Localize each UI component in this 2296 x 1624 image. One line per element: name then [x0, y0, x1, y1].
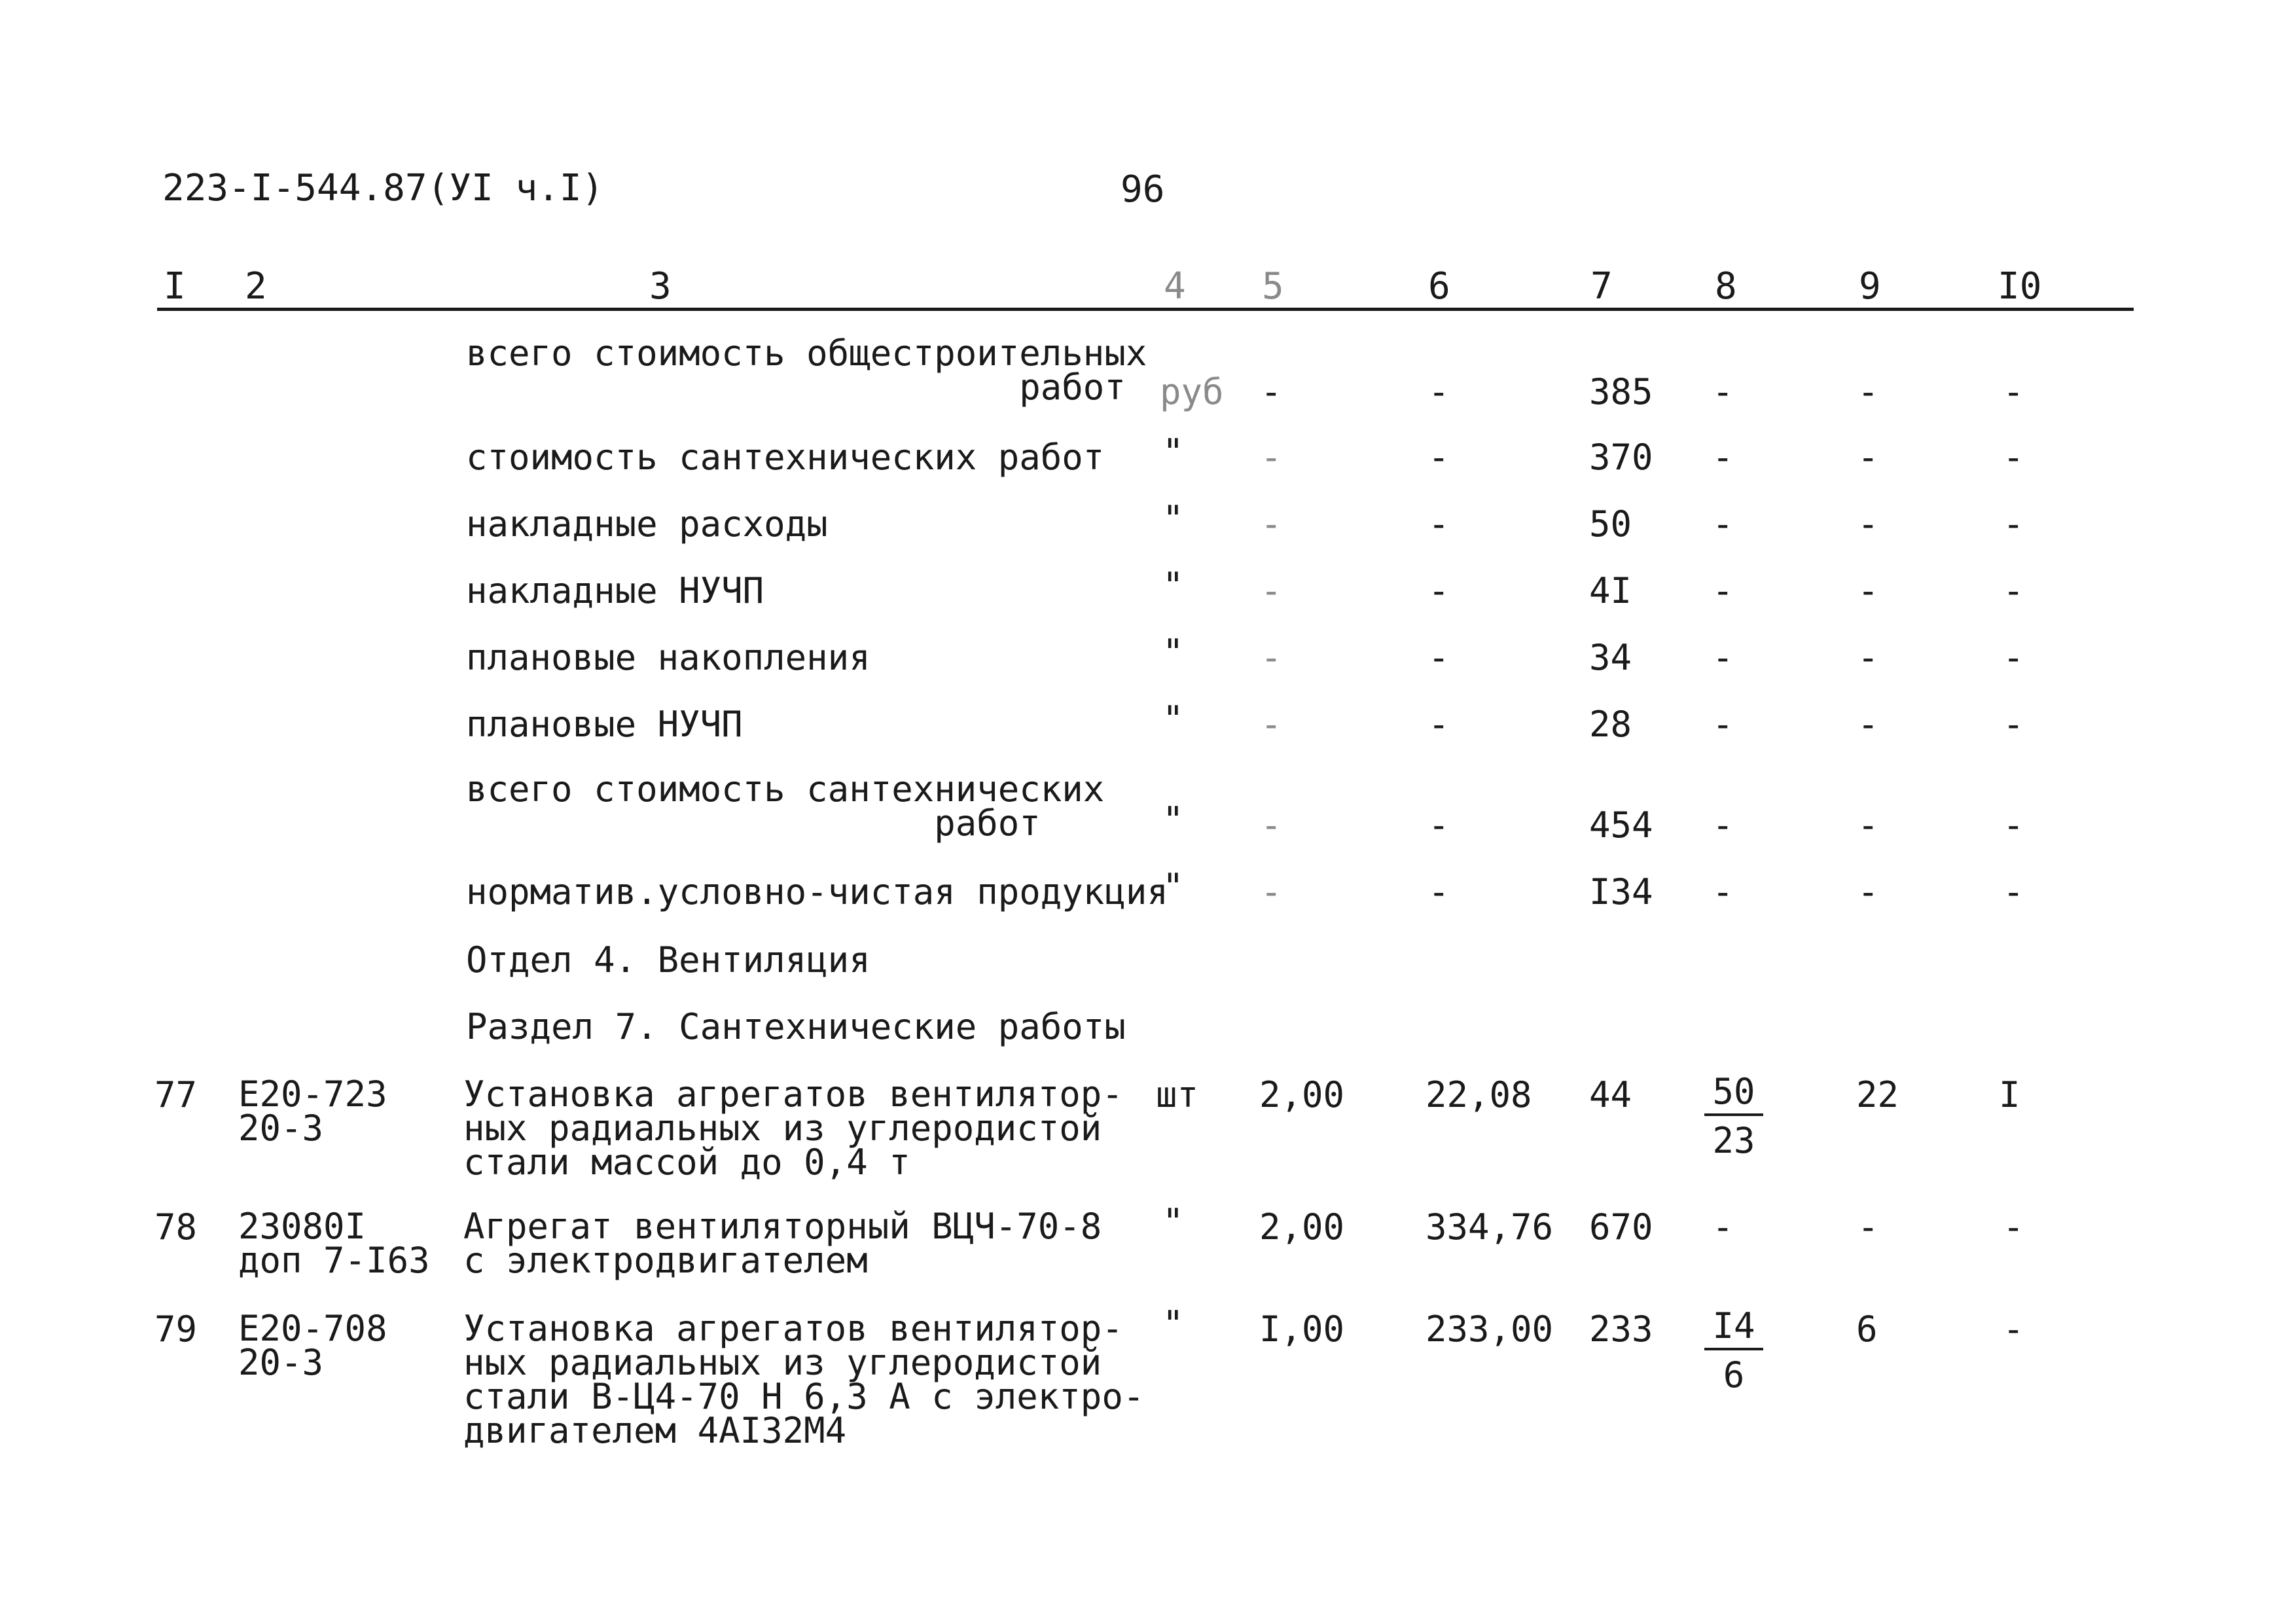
summary-row-col7: 28 [1589, 704, 1632, 745]
item-col9: 22 [1856, 1074, 1899, 1115]
item-code: Е20-723 20-3 [238, 1074, 387, 1149]
summary-row-col8: - [1712, 437, 1734, 478]
column-number-10: I0 [1998, 265, 2042, 308]
item-col5: I,00 [1259, 1308, 1345, 1350]
item-col6: 22,08 [1426, 1074, 1532, 1115]
item-col9: 6 [1856, 1308, 1878, 1350]
summary-row-col7: I34 [1589, 871, 1653, 912]
summary-row-col6: - [1428, 570, 1450, 611]
section-heading-department: Отдел 4. Вентиляция [466, 939, 870, 981]
item-col7: 670 [1589, 1206, 1653, 1248]
summary-row-col6: - [1428, 437, 1450, 478]
summary-row-col7: 50 [1589, 503, 1632, 545]
summary-row-col10: - [2003, 503, 2024, 545]
item-unit: " [1162, 1303, 1184, 1344]
header-rule [157, 308, 2134, 311]
summary-row-col5: - [1261, 437, 1282, 478]
item-number: 79 [154, 1308, 198, 1350]
item-col8-fraction [1704, 1305, 1763, 1396]
summary-row-col10: - [2003, 704, 2024, 745]
summary-row-col7: 385 [1589, 371, 1653, 412]
item-col10: - [2003, 1206, 2024, 1248]
summary-row-col5: - [1261, 871, 1282, 912]
page-number: 96 [1121, 168, 1165, 211]
item-description: Установка агрегатов вентилятор- ных радиальных из углеродистой стали массой до 0,4 т [463, 1074, 1123, 1183]
summary-row-col5: - [1261, 570, 1282, 611]
summary-row-unit: " [1162, 799, 1184, 840]
summary-row-col9: - [1857, 871, 1879, 912]
summary-row-col8: - [1712, 570, 1734, 611]
column-number-1: I [164, 265, 186, 308]
summary-row-label: плановые накопления [466, 637, 870, 678]
column-number-7: 7 [1590, 265, 1613, 308]
summary-row-unit: " [1162, 866, 1184, 907]
summary-row-col6: - [1428, 371, 1450, 412]
column-number-2: 2 [245, 265, 267, 308]
item-col5: 2,00 [1259, 1074, 1345, 1115]
summary-row-col7: 4I [1589, 570, 1632, 611]
item-unit: " [1162, 1201, 1184, 1242]
item-description: Агрегат вентиляторный ВЦЧ-70-8 с электродвигателем [463, 1206, 1102, 1281]
summary-row-unit: руб [1160, 371, 1224, 412]
summary-row-col6: - [1428, 804, 1450, 846]
summary-row-col7: 454 [1589, 804, 1653, 846]
summary-row-col6: - [1428, 704, 1450, 745]
summary-row-col9: - [1857, 437, 1879, 478]
summary-row-col9: - [1857, 570, 1879, 611]
summary-row-col5: - [1261, 804, 1282, 846]
summary-row-label: стоимость сантехнических работ [466, 437, 1105, 478]
summary-row-col10: - [2003, 871, 2024, 912]
fraction-denominator: 23 [1712, 1119, 1755, 1161]
summary-row-col7: 34 [1589, 637, 1632, 678]
summary-row-col9: - [1857, 804, 1879, 846]
item-col7: 44 [1589, 1074, 1632, 1115]
summary-row-label: норматив.условно-чистая продукция [466, 871, 1168, 912]
item-code: 23080I доп 7-I63 [238, 1206, 430, 1281]
summary-row-col5: - [1261, 637, 1282, 678]
summary-row-col9: - [1857, 637, 1879, 678]
summary-row-unit: " [1162, 498, 1184, 539]
summary-row-label: накладные НУЧП [466, 570, 764, 611]
summary-row-col6: - [1428, 637, 1450, 678]
summary-row-col8: - [1712, 871, 1734, 912]
item-col8-fraction [1704, 1071, 1763, 1161]
summary-row-col6: - [1428, 503, 1450, 545]
summary-row-col6: - [1428, 871, 1450, 912]
summary-row-unit: " [1162, 632, 1184, 673]
summary-row-unit: " [1162, 431, 1184, 473]
item-unit: шт [1156, 1074, 1199, 1115]
item-col10: - [2003, 1308, 2024, 1350]
summary-row-col8: - [1712, 503, 1734, 545]
item-col7: 233 [1589, 1308, 1653, 1350]
item-col6: 334,76 [1426, 1206, 1554, 1248]
summary-row-col8: - [1712, 804, 1734, 846]
summary-row-col8: - [1712, 371, 1734, 412]
document-code: 223-I-544.87(УI ч.I) [162, 167, 604, 209]
item-number: 78 [154, 1206, 198, 1248]
summary-row-col8: - [1712, 704, 1734, 745]
fraction-numerator: 50 [1704, 1074, 1763, 1116]
item-description: Установка агрегатов вентилятор- ных радиальных из углеродистой стали В-Ц4-70 Н 6,3 А с электро- двигателем 4АI32М4 [463, 1308, 1145, 1451]
summary-row-col10: - [2003, 637, 2024, 678]
summary-row-unit: " [1162, 698, 1184, 740]
summary-row-col5: - [1261, 371, 1282, 412]
summary-row-col7: 370 [1589, 437, 1653, 478]
section-heading-chapter: Раздел 7. Сантехнические работы [466, 1006, 1126, 1047]
summary-row-label: накладные расходы [466, 503, 828, 545]
column-number-5: 5 [1262, 265, 1284, 308]
summary-row-col5: - [1261, 704, 1282, 745]
column-number-9: 9 [1859, 265, 1881, 308]
item-col8: - [1712, 1206, 1734, 1248]
summary-row-label: плановые НУЧП [466, 704, 743, 745]
summary-row-label: всего стоимость общестроительных работ [466, 333, 1147, 408]
summary-row-col9: - [1857, 371, 1879, 412]
column-number-8: 8 [1715, 265, 1737, 308]
summary-row-col10: - [2003, 371, 2024, 412]
column-number-4: 4 [1164, 265, 1186, 308]
fraction-denominator: 6 [1723, 1354, 1745, 1396]
item-col5: 2,00 [1259, 1206, 1345, 1248]
item-col6: 233,00 [1426, 1308, 1554, 1350]
item-code: Е20-708 20-3 [238, 1308, 387, 1383]
summary-row-col10: - [2003, 804, 2024, 846]
summary-row-col8: - [1712, 637, 1734, 678]
summary-row-col9: - [1857, 704, 1879, 745]
item-col10: I [1999, 1074, 2020, 1115]
summary-row-label: всего стоимость сантехнических работ [466, 768, 1105, 844]
item-number: 77 [154, 1074, 198, 1115]
summary-row-unit: " [1162, 565, 1184, 606]
fraction-numerator: I4 [1704, 1308, 1763, 1350]
summary-row-col5: - [1261, 503, 1282, 545]
column-number-6: 6 [1428, 265, 1450, 308]
summary-row-col10: - [2003, 570, 2024, 611]
summary-row-col10: - [2003, 437, 2024, 478]
column-number-3: 3 [649, 265, 672, 308]
summary-row-col9: - [1857, 503, 1879, 545]
item-col9: - [1857, 1206, 1879, 1248]
